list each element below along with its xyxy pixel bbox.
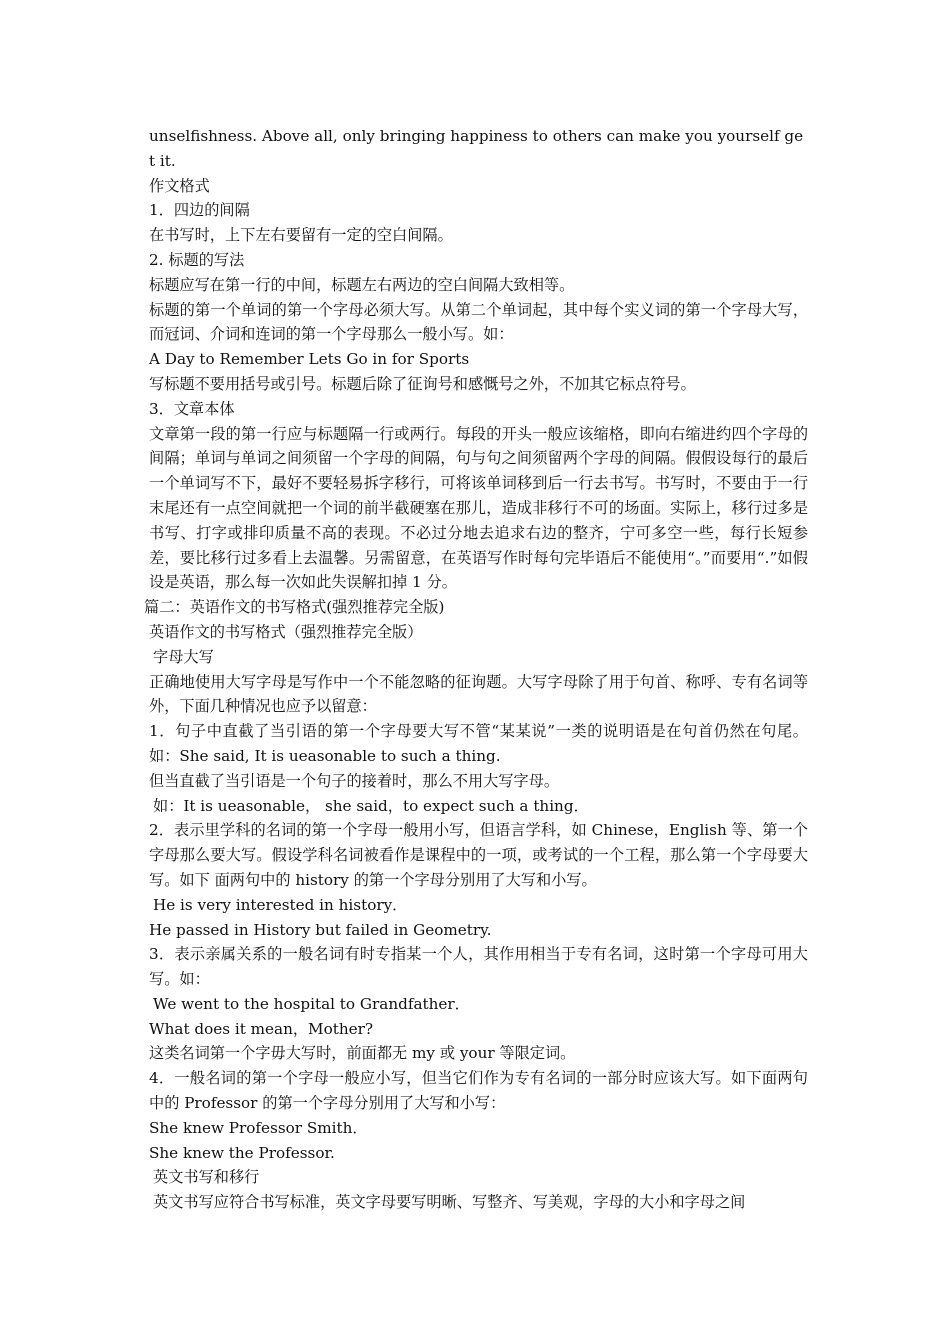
text-line: 这类名词第一个字毋大写时，前面都无 my 或 your 等限定词。 (149, 1044, 576, 1063)
text-line: 如：It is ueasonable， she said，to expect such a thing． (153, 796, 589, 815)
text-line: We went to the hospital to Grandfather． (153, 994, 470, 1013)
text-line: 正确地使用大写字母是写作中一个不能忽略的征询题。大写字母除了用于句首、称呼、专有名词等外，下面几种情况也应予以留意： (149, 672, 808, 716)
text-line: 在书写时，上下左右要留有一定的空白间隔。 (149, 226, 453, 245)
text-line: 3．表示亲属关系的一般名词有时专指某一个人，其作用相当于专有名词，这时第一个字母可用大写。如： (149, 945, 808, 989)
text-line: 作文格式 (149, 176, 210, 195)
text-line: 英文书写和移行 (153, 1168, 260, 1187)
text-line: unselfishness. Above all, only bringing happiness to others can make you yourself get it. (149, 127, 804, 170)
text-line: A Day to Remember Lets Go in for Sports (149, 350, 470, 369)
text-line: 字母大写 (153, 647, 214, 666)
text-line: What does it mean，Mother? (149, 1019, 374, 1038)
text-line: 篇二：英语作文的书写格式(强烈推荐完全版) (144, 598, 445, 617)
text-line: She knew the Professor. (149, 1143, 335, 1162)
text-line: 英文书写应符合书写标准，英文字母要写明晰、写整齐、写美观，字母的大小和字母之间 (153, 1193, 746, 1212)
text-line: 英语作文的书写格式（强烈推荐完全版） (149, 622, 423, 641)
text-line: 4．一般名词的第一个字母一般应小写，但当它们作为专有名词的一部分时应该大写。如下面两句中的 Professor 的第一个字母分别用了大写和小写： (149, 1069, 808, 1113)
text-line: 3．文章本体 (149, 399, 235, 418)
text-line: He is very interested in history． (153, 895, 408, 914)
text-line: 1．句子中直截了当引语的第一个字母要大写不管“某某说”一类的说明语是在句首仍然在句尾。如：She said, It is ueasonable to such a thing. (149, 722, 808, 765)
text-line: 2. 标题的写法 (149, 250, 245, 269)
text-line: 标题的第一个单词的第一个字母必须大写。从第二个单词起，其中每个实义词的第一个字母大写，而冠词、介词和连词的第一个字母那么一般小写。如： (149, 300, 808, 344)
text-line: She knew Professor Smith． (149, 1118, 368, 1137)
document-body (144, 124, 808, 1215)
text-line: 标题应写在第一行的中间，标题左右两边的空白间隔大致相等。 (149, 275, 575, 294)
text-line: 2．表示里学科的名词的第一个字母一般用小写，但语言学科，如 Chinese，English 等、第一个字母那么要大写。假设学科名词被看作是课程中的一项，或考试的一个工程，那么第一个字母要大写。如下 面两句中的 history 的第一个字母分别用了大写和小写。 (149, 821, 808, 889)
text-line: 写标题不要用括号或引号。标题后除了征询号和感慨号之外，不加其它标点符号。 (149, 374, 696, 393)
text-line: He passed in History but failed in Geometry. (149, 920, 492, 939)
text-line: 文章第一段的第一行应与标题隔一行或两行。每段的开头一般应该缩格，即向右缩进约四个字母的间隔；单词与单词之间须留一个字母的间隔，句与句之间须留两个字母的间隔。假假设每行的最后一个单词写不下，最好不要轻易拆字移行，可将该单词移到后一行去书写。书写时，不要由于一行末尾还有一点空间就把一个词的前半截硬塞在那儿，造成非移行不可的场面。实际上，移行过多是书写、打字或排印质量不高的表现。不必过分地去追求右边的整齐，宁可多空一些，每行长短参差，要比移行过多看上去温馨。另需留意，在英语写作时每句完毕语后不能使用“。”而要用“.”如假设是英语，那么每一次如此失误解扣掉 1 分。 (149, 424, 808, 592)
text-line: 但当直截了当引语是一个句子的接着时，那么不用大写字母。 (149, 771, 560, 790)
text-line: 1．四边的间隔 (149, 201, 250, 220)
